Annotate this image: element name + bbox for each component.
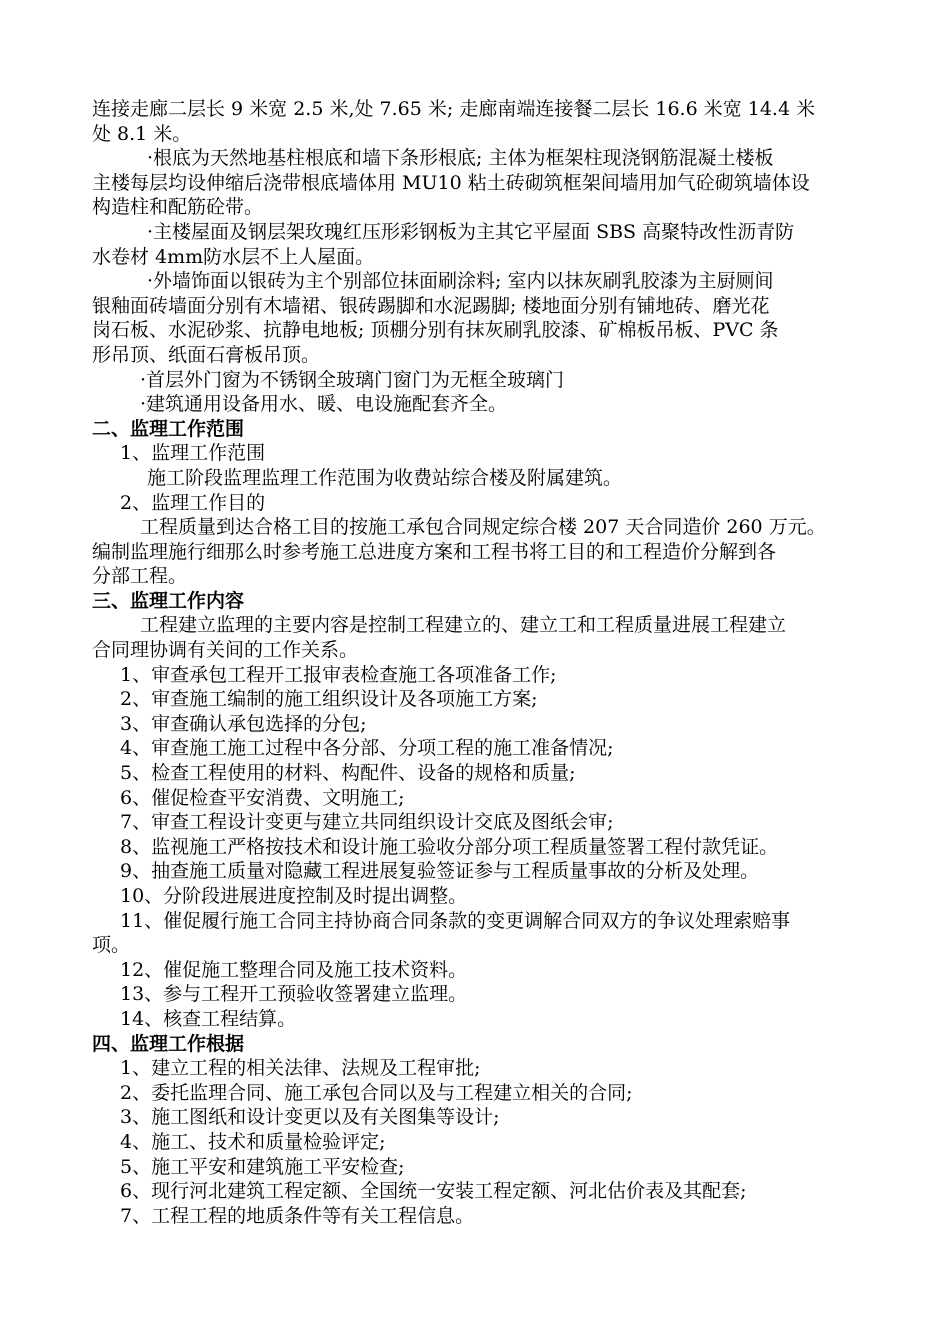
section-heading: 二、监理工作范围 [92, 417, 245, 440]
text-line: 主楼每层均设伸缩后浇带根底墙体用 MU10 粘土砖砌筑框架间墙用加气砼砌筑墙体设 [92, 171, 810, 194]
list-item: 7、审查工程设计变更与建立共同组织设计交底及图纸会审; [120, 811, 614, 834]
list-item: 11、催促履行施工合同主持协商合同条款的变更调解合同双方的争议处理索赔事 [120, 909, 791, 932]
list-item: 6、催促检查平安消费、文明施工; [120, 786, 405, 809]
text-line: ·外墙饰面以银砖为主个别部位抹面刷涂料; 室内以抹灰刷乳胶漆为主厨厕间 [147, 270, 774, 293]
text-line: 连接走廊二层长 9 米宽 2.5 米,处 7.65 米; 走廊南端连接餐二层长 16.6 米宽 14.4 米 [92, 98, 816, 120]
subsection-title: 1、监理工作范围 [120, 442, 266, 465]
text-line: 构造柱和配筋砼带。 [92, 196, 264, 219]
list-item: 1、审查承包工程开工报审表检查施工各项准备工作; [120, 663, 557, 686]
document-page [92, 97, 884, 1228]
list-item: 9、抽查施工质量对隐藏工程进展复验签证参与工程质量事故的分析及处理。 [120, 860, 760, 883]
text-line: 处 8.1 米。 [92, 122, 192, 145]
list-item: 4、审查施工施工过程中各分部、分项工程的施工准备情况; [120, 737, 614, 760]
list-item: 3、施工图纸和设计变更以及有关图集等设计; [120, 1106, 500, 1129]
text-line: 岗石板、水泥砂浆、抗静电地板; 顶棚分别有抹灰刷乳胶漆、矿棉板吊板、PVC 条 [92, 319, 779, 342]
list-item: 12、催促施工整理合同及施工技术资料。 [120, 958, 468, 981]
text-line: 工程质量到达合格工目的按施工承包合同规定综合楼 207 天合同造价 260 万元。 [140, 516, 826, 539]
text-line: 合同理协调有关间的工作关系。 [92, 639, 359, 662]
list-item: 6、现行河北建筑工程定额、全国统一安装工程定额、河北估价表及其配套; [120, 1180, 747, 1203]
text-line: 编制监理施行细那么时参考施工总进度方案和工程书将工目的和工程造价分解到各 [92, 540, 777, 563]
section-heading: 三、监理工作内容 [92, 589, 245, 612]
subsection-title: 2、监理工作目的 [120, 491, 266, 514]
text-line: 工程建立监理的主要内容是控制工程建立的、建立工和工程质量进展工程建立 [140, 614, 787, 637]
text-line: ·主楼屋面及钢层架玫瑰红压形彩钢板为主其它平屋面 SBS 高聚特改性沥青防 [147, 220, 795, 243]
list-item: 14、核查工程结算。 [120, 1007, 297, 1030]
list-item: 8、监视施工严格按技术和设计施工验收分部分项工程质量签署工程付款凭证。 [120, 835, 779, 858]
list-item: 7、工程工程的地质条件等有关工程信息。 [120, 1204, 475, 1227]
list-item: 10、分阶段进展进度控制及时提出调整。 [120, 885, 468, 907]
list-item: 2、审查施工编制的施工组织设计及各项施工方案; [120, 688, 538, 711]
list-item: 3、审查确认承包选择的分包; [120, 712, 367, 735]
list-item: 1、建立工程的相关法律、法规及工程审批; [120, 1057, 481, 1080]
text-line: 分部工程。 [92, 565, 188, 588]
text-line: ·建筑通用设备用水、暖、电设施配套齐全。 [140, 393, 508, 416]
text-line: 形吊顶、纸面石膏板吊顶。 [92, 343, 321, 366]
text-line: ·首层外门窗为不锈钢全玻璃门窗门为无框全玻璃门 [140, 368, 565, 391]
list-item: 5、施工平安和建筑施工平安检查; [120, 1155, 405, 1178]
list-item-continuation: 项。 [92, 934, 131, 957]
list-item: 4、施工、技术和质量检验评定; [120, 1130, 386, 1153]
text-line: ·根底为天然地基柱根底和墙下条形根底; 主体为框架柱现浇钢筋混凝土楼板 [147, 147, 774, 170]
section-heading: 四、监理工作根据 [92, 1032, 245, 1055]
list-item: 13、参与工程开工预验收签署建立监理。 [120, 983, 468, 1006]
text-line: 施工阶段监理监理工作范围为收费站综合楼及附属建筑。 [147, 466, 623, 489]
text-line: 水卷材 4mm防水层不上人屋面。 [92, 245, 375, 268]
text-line: 银釉面砖墙面分别有木墙裙、银砖踢脚和水泥踢脚; 楼地面分别有铺地砖、磨光花 [92, 294, 770, 317]
list-item: 5、检查工程使用的材料、构配件、设备的规格和质量; [120, 762, 576, 785]
list-item: 2、委托监理合同、施工承包合同以及与工程建立相关的合同; [120, 1081, 633, 1104]
